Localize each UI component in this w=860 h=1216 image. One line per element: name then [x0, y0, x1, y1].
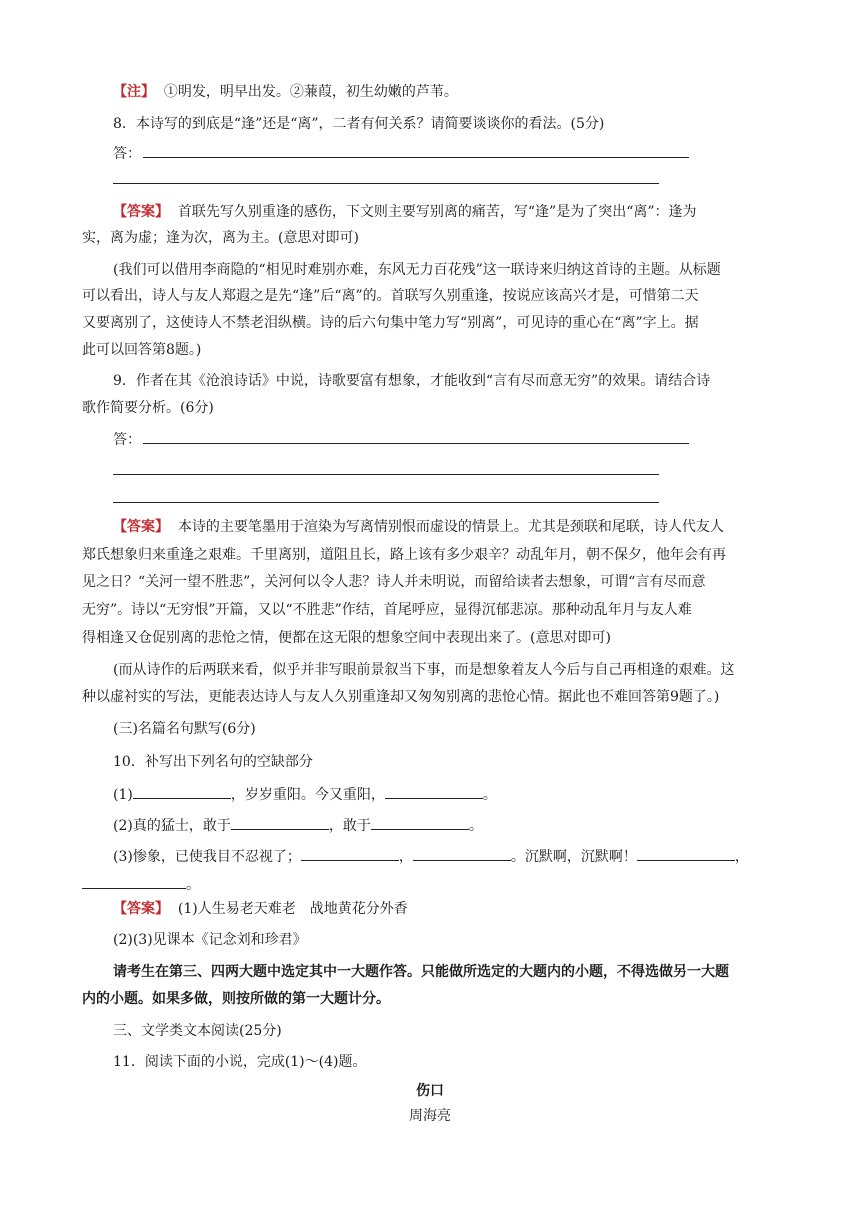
note-line: [113, 82, 458, 102]
instruction-line2: 内的小题。如果多做，则按所做的第一大题计分。: [82, 991, 390, 1007]
answer-8-text1: 首联先写久别重逢的感伤，下文则主要写别离的痛苦，写“逢”是为了突出“离”：逢为: [169, 204, 697, 220]
question-9-line2: 歌作简要分析。(6分): [82, 400, 214, 416]
answer-blank-9a[interactable]: [143, 443, 689, 444]
answer-8-line2: 实，离为虚；逢为次，离为主。(意思对即可): [82, 230, 359, 246]
answer-9-text1: 本诗的主要笔墨用于渲染为写离情别恨而虚设的情景上。尤其是颈联和尾联，诗人代友人: [169, 519, 724, 535]
item-2-middle: ，敢于: [328, 818, 371, 834]
answer-blank-9c[interactable]: [113, 502, 659, 503]
item-2-end: 。: [468, 818, 483, 834]
item-3-blank-a[interactable]: [301, 846, 399, 861]
item-2-blank-a[interactable]: [231, 815, 329, 830]
story-title: 伤口: [416, 1083, 444, 1099]
item-1-middle: ，岁岁重阳。今又重阳，: [230, 787, 385, 803]
question-10-item-3: [113, 846, 749, 866]
note-tag: 【注】: [113, 84, 155, 100]
answer-9-explanation-1: (而从诗作的后两联来看，似乎并非写眼前景叙当下事，而是想象着友人今后与自己再相逢的艰难。这: [113, 662, 735, 678]
answer-8-line1: [113, 202, 697, 222]
answer-8-tag: 【答案】: [113, 204, 169, 220]
item-1-end: 。: [482, 787, 497, 803]
question-10-item-1: [113, 784, 633, 804]
item-2-prefix: (2)真的猛士，敢于: [113, 818, 231, 834]
answer-blank-8b[interactable]: [113, 183, 659, 184]
answer-label-8: 答：: [113, 146, 141, 162]
answer-9-line2: 郑氏想象归来重逢之艰难。千里离别，道阻且长，路上该有多少艰辛？动乱年月，朝不保夕，他年会有再: [82, 547, 726, 563]
part-3-heading: 三、文学类文本阅读(25分): [113, 1023, 282, 1039]
item-1-prefix: (1): [113, 787, 133, 803]
item-2-blank-b[interactable]: [371, 815, 469, 830]
answer-9-tag: 【答案】: [113, 519, 169, 535]
answer-blank-8a[interactable]: [143, 157, 689, 158]
question-10: 10．补写出下列名句的空缺部分: [113, 754, 313, 770]
answer-10-tag: 【答案】: [113, 901, 169, 917]
item-3-middle: 。沉默啊，沉默啊！: [510, 849, 637, 865]
answer-9-line5: 得相逢又仓促别离的悲怆之情，便都在这无限的想象空间中表现出来了。(意思对即可): [82, 630, 611, 646]
item-3-blank-d[interactable]: [82, 874, 186, 889]
answer-10-line2: (2)(3)见课本《记念刘和珍君》: [113, 932, 307, 948]
answer-8-explanation-4: 此可以回答第8题。): [82, 342, 202, 358]
note-text: ①明发，明早出发。②蒹葭，初生幼嫩的芦苇。: [155, 84, 458, 100]
answer-8-explanation-1: (我们可以借用李商隐的“相见时难别亦难，东风无力百花残”这一联诗来归纳这首诗的主题。从标题: [113, 262, 721, 278]
answer-8-explanation-3: 又要离别了，这使诗人不禁老泪纵横。诗的后六句集中笔力写“别离”，可见诗的重心在“离”字上。据: [82, 315, 699, 331]
answer-9-line3: 见之日？“关河一望不胜悲”，关河何以令人悲？诗人并未明说，而留给读者去想象，可谓“言有尽而意: [82, 574, 706, 590]
answer-9-line4: 无穷”。诗以“无穷恨”开篇，又以“不胜悲”作结，首尾呼应，显得沉郁悲凉。那种动乱年月与友人难: [82, 602, 692, 618]
story-author: 周海亮: [409, 1108, 451, 1124]
answer-blank-9b[interactable]: [113, 474, 659, 475]
answer-10-line1: [113, 899, 408, 919]
item-1-blank-a[interactable]: [133, 784, 231, 799]
item-3-blank-b[interactable]: [413, 846, 511, 861]
item-1-blank-b[interactable]: [385, 784, 483, 799]
question-11: 11．阅读下面的小说，完成(1)～(4)题。: [113, 1054, 367, 1070]
answer-10-text1: (1)人生易老天难老 战地黄花分外香: [169, 901, 408, 917]
question-9-line1: 9．作者在其《沧浪诗话》中说，诗歌要富有想象，才能收到“言有尽而意无穷”的效果。请结合诗: [113, 373, 711, 389]
item-3-sep1: ，: [398, 849, 413, 865]
answer-9-explanation-2: 种以虚衬实的写法，更能表达诗人与友人久别重逢却又匆匆别离的悲怆心情。据此也不难回答第9题了。): [82, 689, 720, 705]
answer-9-line1: [113, 517, 724, 537]
question-8: 8．本诗写的到底是“逢”还是“离”，二者有何关系？请简要谈谈你的看法。(5分): [113, 116, 605, 132]
section-3-heading: (三)名篇名句默写(6分): [113, 721, 256, 737]
item-3-end: 。: [186, 877, 200, 893]
answer-label-9: 答：: [113, 432, 141, 448]
item-3-sep2: ，: [734, 849, 749, 865]
answer-8-explanation-2: 可以看出，诗人与友人郑遐之是先“逢”后“离”的。首联写久别重逢，按说应该高兴才是，可惜第二天: [82, 288, 699, 304]
instruction-line1: 请考生在第三、四两大题中选定其中一大题作答。只能做所选定的大题内的小题，不得选做另一大题: [113, 964, 729, 980]
item-3-prefix: (3)惨象，已使我目不忍视了；: [113, 849, 301, 865]
question-10-item-2: [113, 815, 483, 835]
item-3-blank-c[interactable]: [637, 846, 735, 861]
question-10-item-3-cont: [82, 874, 200, 894]
